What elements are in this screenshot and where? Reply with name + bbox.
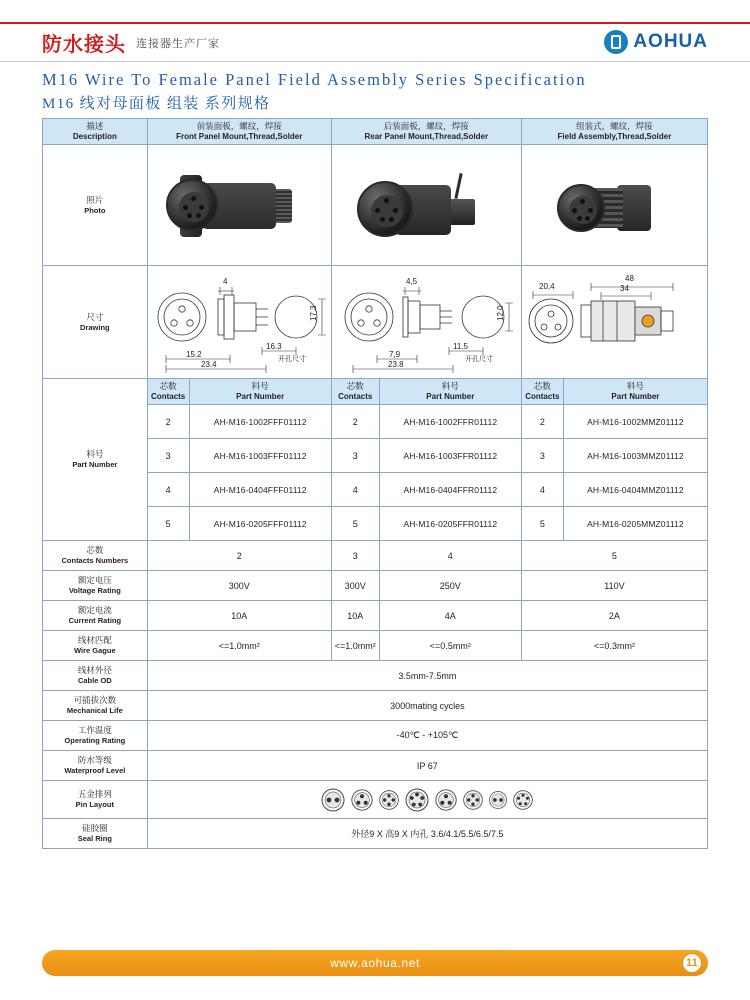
pin-layout-icon-5pin [404, 787, 430, 813]
description-header-cell [43, 119, 148, 145]
logo-text: AOHUA [633, 31, 708, 52]
seal-ring-value: 外径9 X 高9 X 内孔 3.6/4.1/5.5/6.5/7.5 [147, 819, 707, 849]
page-header [0, 22, 750, 62]
photo-field-assembly [521, 145, 707, 266]
contacts-header-en-1: Contacts [151, 392, 186, 401]
spec-value: 300V [331, 571, 379, 601]
contacts-value: 2 [521, 405, 563, 439]
photo-rear-panel [331, 145, 521, 266]
contacts-header-en-3: Contacts [525, 392, 560, 401]
spec-value: 5 [521, 541, 707, 571]
page-footer [42, 950, 708, 976]
spec-label-cell [43, 721, 148, 751]
spec-row-operating-rating [43, 721, 708, 751]
spec-row-current-rating [43, 601, 708, 631]
drawing-rear-panel-figure [335, 268, 518, 376]
spec-label-cn: 可插拔次数 [73, 695, 117, 705]
part-number-value: AH-M16-1002MMZ01112 [563, 405, 707, 439]
part-number-value: AH-M16-0205FFR01112 [379, 507, 521, 541]
contacts-header-2 [331, 379, 379, 405]
svg-text:15.2: 15.2 [186, 350, 202, 359]
insert-face [179, 192, 209, 222]
spec-value: <=1.0mm² [147, 631, 331, 661]
pin-layout-icon-3pin [350, 788, 374, 812]
partnumber-label-cell [43, 379, 148, 541]
pin-layout-icon-2pin [320, 787, 346, 813]
photo-label-en: Photo [84, 205, 106, 215]
rear-panel-dimension-drawing [333, 269, 519, 375]
connector-rear-panel-art [361, 159, 491, 251]
contacts-header-cn-2: 芯数 [346, 381, 364, 391]
spec-value: 2 [147, 541, 331, 571]
connector-face [557, 184, 605, 232]
pin-layout-figures [151, 784, 704, 816]
pin-hole [384, 198, 389, 203]
spec-label-cn: 芯数 [86, 545, 104, 555]
seal-ring-label-cn: 硅胶圈 [82, 823, 108, 833]
svg-text:20,4: 20,4 [539, 282, 555, 291]
spec-label-cell [43, 631, 148, 661]
svg-text:17.3: 17.3 [309, 305, 319, 321]
pin-layout-icon-3pin-alt [434, 788, 458, 812]
pin-hole [389, 217, 394, 222]
solder-pin [455, 173, 463, 199]
pin-layout-icon-4pin-alt [462, 789, 484, 811]
spec-row-pin-layout [43, 781, 708, 819]
pn-header-1 [189, 379, 331, 405]
spec-label-en: Voltage Rating [68, 586, 121, 595]
svg-text:11.5: 11.5 [453, 342, 469, 351]
spec-label-cn: 额定电压 [77, 575, 112, 585]
insert-face [569, 196, 597, 224]
pn-header-en-3: Part Number [611, 392, 660, 401]
contacts-value: 5 [331, 507, 379, 541]
dim-top: 4 [223, 277, 228, 286]
pin-layout-icon-4pin [378, 789, 400, 811]
pin-layout-icon-5pin-alt [512, 789, 534, 811]
contacts-header-3 [521, 379, 563, 405]
spec-label-cn: 线材匹配 [77, 635, 112, 645]
svg-text:7,9: 7,9 [389, 350, 401, 359]
spec-row-waterproof-level [43, 751, 708, 781]
pin-hole [187, 213, 192, 218]
pin-hole [375, 208, 380, 213]
spec-value: -40℃ - +105℃ [147, 721, 707, 751]
spec-row-wire-gauge [43, 631, 708, 661]
company-logo [604, 30, 708, 54]
pin-hole [572, 208, 577, 213]
contacts-value: 4 [521, 473, 563, 507]
photo-front-panel-image [151, 147, 328, 263]
spec-row-seal-ring [43, 819, 708, 849]
contacts-header-cn-1: 芯数 [159, 381, 177, 391]
pin-hole [580, 199, 585, 204]
spec-value: 250V [379, 571, 521, 601]
svg-text:开孔尺寸: 开孔尺寸 [465, 356, 494, 363]
pin-hole [191, 196, 196, 201]
part-number-value: AH-M16-0404FFR01112 [379, 473, 521, 507]
part-number-value: AH-M16-0205FFF01112 [189, 507, 331, 541]
pin-hole [196, 213, 201, 218]
spec-label-cell [43, 541, 148, 571]
drawing-front-panel [147, 266, 331, 379]
svg-text:23.4: 23.4 [201, 360, 217, 369]
pn-header-cn-3: 料号 [626, 381, 644, 391]
part-number-value: AH-M16-0205MMZ01112 [563, 507, 707, 541]
contacts-value: 3 [521, 439, 563, 473]
partnumber-subheader-row [43, 379, 708, 405]
col2-label-cn: 后装面板，螺纹，焊接 [383, 121, 469, 131]
spec-value: 2A [521, 601, 707, 631]
col2-label-en: Rear Panel Mount,Thread,Solder [364, 132, 489, 141]
contacts-value: 3 [147, 439, 189, 473]
part-number-value: AH-M16-1003MMZ01112 [563, 439, 707, 473]
spec-value: 300V [147, 571, 331, 601]
spec-label-en: Current Rating [68, 616, 122, 625]
spec-row-mechanical-life [43, 691, 708, 721]
specification-table [42, 118, 708, 849]
photo-field-assembly-image [525, 147, 704, 263]
column-header-rear-panel [331, 119, 521, 145]
column-header-front-panel [147, 119, 331, 145]
spec-value: <=0.3mm² [521, 631, 707, 661]
photo-row [43, 145, 708, 266]
contacts-value: 4 [331, 473, 379, 507]
column-header-field-assembly [521, 119, 707, 145]
pin-layout-label-en: Pin Layout [75, 800, 114, 809]
part-number-value: AH-M16-1002FFF01112 [189, 405, 331, 439]
page-title-en: M16 Wire To Female Panel Field Assembly Series Specification [42, 70, 587, 89]
spec-label-en: Operating Rating [64, 736, 126, 745]
drawing-label-en: Drawing [80, 322, 110, 332]
part-number-value: AH-M16-1002FFR01112 [379, 405, 521, 439]
pn-header-cn-2: 料号 [441, 381, 459, 391]
spec-label-en: Waterproof Level [64, 766, 126, 775]
drawing-label-cell [43, 266, 148, 379]
col3-label-en: Field Assembly,Thread,Solder [557, 132, 672, 141]
connector-front-panel-art [174, 159, 304, 251]
spec-label-cell [43, 571, 148, 601]
aohua-logo-icon [604, 30, 628, 54]
col1-label-cn: 前装面板，螺纹，焊接 [196, 121, 282, 131]
drawing-field-assembly-figure [525, 268, 704, 376]
spec-label-cn: 线材外径 [77, 665, 112, 675]
spec-value: <=1.0mm² [331, 631, 379, 661]
partnumber-label-cn: 料号 [86, 449, 104, 459]
pin-hole [585, 216, 590, 221]
spec-label-en: Wire Gague [74, 646, 116, 655]
brand-subtitle: 连接器生产厂家 [136, 37, 220, 50]
description-label-en: Description [72, 132, 117, 141]
spec-value: 10A [331, 601, 379, 631]
part-number-value: AH-M16-1003FFF01112 [189, 439, 331, 473]
pin-hole [588, 208, 593, 213]
footer-url[interactable]: www.aohua.net [330, 956, 420, 970]
spec-value: 110V [521, 571, 707, 601]
contacts-value: 3 [331, 439, 379, 473]
pn-header-cn-1: 料号 [251, 381, 269, 391]
pn-header-3 [563, 379, 707, 405]
connector-face [166, 179, 218, 231]
drawing-row [43, 266, 708, 379]
part-number-value: AH-M16-1003FFR01112 [379, 439, 521, 473]
col3-label-cn: 组装式，螺纹，焊接 [576, 121, 653, 131]
insert-face [371, 195, 403, 227]
svg-text:12.0: 12.0 [496, 305, 506, 321]
photo-rear-panel-image [335, 147, 518, 263]
spec-value: <=0.5mm² [379, 631, 521, 661]
drawing-rear-panel [331, 266, 521, 379]
front-panel-dimension-drawing [146, 269, 332, 375]
spec-value: 4 [379, 541, 521, 571]
svg-text:开孔尺寸: 开孔尺寸 [278, 356, 307, 363]
page-title-cn: M16 线对母面板 组装 系列规格 [42, 96, 271, 112]
pin-hole [380, 217, 385, 222]
svg-text:48: 48 [625, 274, 635, 283]
connector-face [357, 181, 413, 237]
drawing-field-assembly [521, 266, 707, 379]
pin-hole [199, 205, 204, 210]
svg-text:4,5: 4,5 [406, 277, 418, 286]
svg-text:23.8: 23.8 [388, 360, 404, 369]
svg-text:34: 34 [620, 284, 630, 293]
spec-label-cell [43, 661, 148, 691]
description-label-cn: 描述 [86, 121, 104, 131]
pin-layout-label-cn: 五金排列 [77, 789, 112, 799]
spec-value: 3.5mm-7.5mm [147, 661, 707, 691]
contacts-header-en-2: Contacts [338, 392, 373, 401]
connector-field-assembly-art [559, 159, 669, 251]
partnumber-label-en: Part Number [72, 460, 118, 469]
contacts-header-cn-3: 芯数 [533, 381, 551, 391]
contacts-value: 2 [147, 405, 189, 439]
svg-text:16.3: 16.3 [266, 342, 282, 351]
spec-value: 3 [331, 541, 379, 571]
spec-value: 4A [379, 601, 521, 631]
part-number-value: AH-M16-0404MMZ01112 [563, 473, 707, 507]
page-number-badge: 11 [682, 953, 702, 973]
contacts-value: 5 [521, 507, 563, 541]
spec-label-cell [43, 601, 148, 631]
spec-label-cn: 防水等级 [77, 755, 112, 765]
spec-label-cell [43, 751, 148, 781]
spec-label-en: Contacts Numbers [61, 556, 129, 565]
pn-header-2 [379, 379, 521, 405]
col1-label-en: Front Panel Mount,Thread,Solder [176, 132, 303, 141]
spec-value: 3000mating cycles [147, 691, 707, 721]
seal-ring-label-en: Seal Ring [77, 834, 112, 843]
spec-row-cable-od [43, 661, 708, 691]
pin-hole [577, 216, 582, 221]
pin-layout-icon-2pin-alt [488, 790, 508, 810]
contacts-value: 4 [147, 473, 189, 507]
pn-header-en-2: Part Number [426, 392, 475, 401]
contacts-header-1 [147, 379, 189, 405]
spec-value: IP 67 [147, 751, 707, 781]
brand-title-cn: 防水接头 [42, 34, 126, 56]
spec-label-cell [43, 691, 148, 721]
spec-label-cn: 工作温度 [77, 725, 112, 735]
pn-header-en-1: Part Number [236, 392, 285, 401]
contacts-value: 5 [147, 507, 189, 541]
photo-label-cn: 照片 [86, 194, 104, 205]
part-number-value: AH-M16-0404FFF01112 [189, 473, 331, 507]
spec-row-voltage-rating [43, 571, 708, 601]
spec-value: 10A [147, 601, 331, 631]
photo-front-panel [147, 145, 331, 266]
pin-layout-cell [147, 781, 707, 819]
spec-label-cn: 额定电流 [77, 605, 112, 615]
spec-label-en: Mechanical Life [66, 706, 123, 715]
contacts-value: 2 [331, 405, 379, 439]
drawing-label-cn: 尺寸 [86, 311, 104, 322]
photo-label-cell [43, 145, 148, 266]
table-header-row [43, 119, 708, 145]
drawing-front-panel-figure [151, 268, 328, 376]
spec-label-en: Cable OD [77, 676, 112, 685]
spec-label-cell [43, 781, 148, 819]
spec-row-contacts-numbers [43, 541, 708, 571]
pin-hole [393, 208, 398, 213]
field-assembly-dimension-drawing [519, 269, 709, 375]
spec-label-cell [43, 819, 148, 849]
pin-hole [183, 205, 188, 210]
